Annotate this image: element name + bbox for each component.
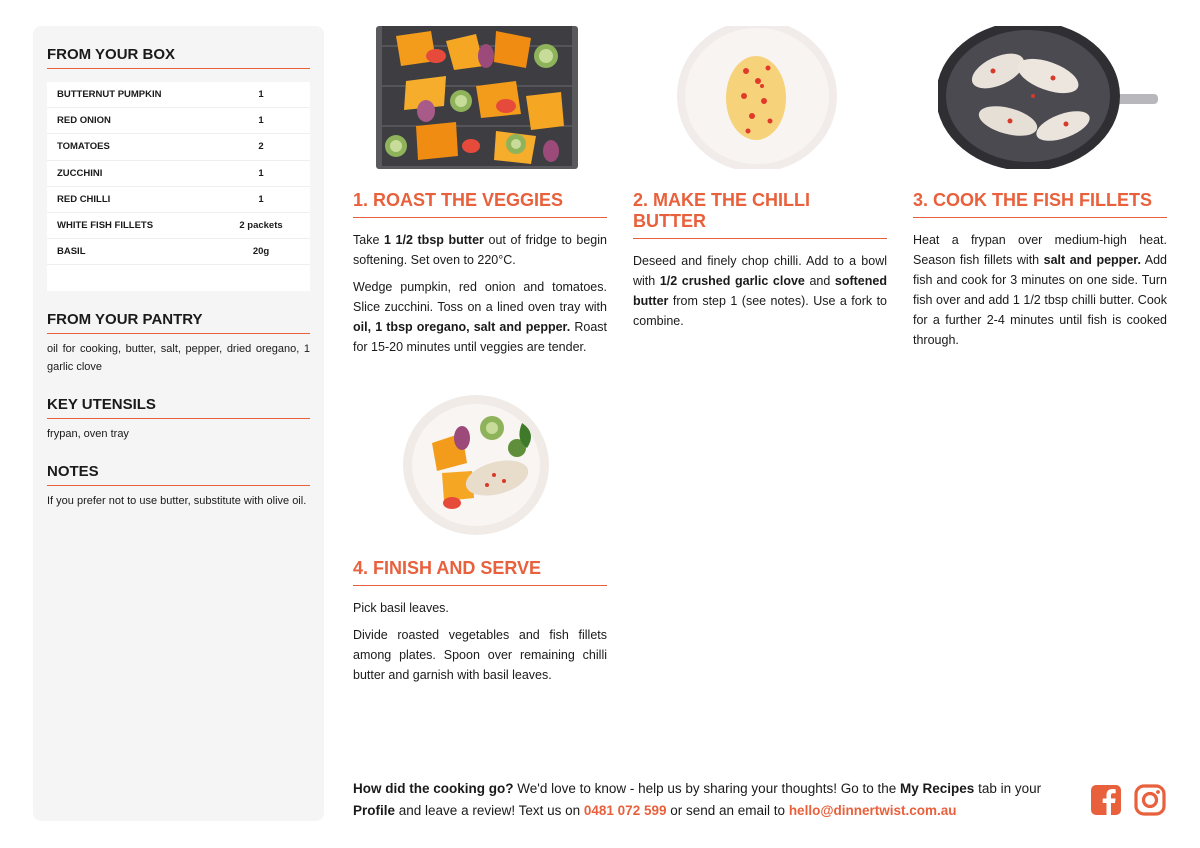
- email-link[interactable]: hello@dinnertwist.com.au: [788, 803, 957, 818]
- footer-question: How did the cooking go?: [353, 781, 514, 796]
- utensils-text: frypan, oven tray: [47, 428, 129, 441]
- key-utensils-heading: KEY UTENSILS: [47, 396, 310, 419]
- instagram-icon[interactable]: [1134, 784, 1166, 816]
- roast-veggies-photo: [376, 26, 578, 169]
- ingredient-name: RED ONION: [57, 115, 111, 127]
- notes-text: If you prefer not to use butter, substitute with olive oil.: [47, 495, 307, 508]
- bold-text: 1 1/2 tbsp butter: [384, 233, 484, 247]
- step-3-paragraph-1: [913, 230, 1167, 350]
- feedback-footer: [353, 778, 1073, 822]
- ingredient-name: BUTTERNUT PUMPKIN: [57, 89, 162, 101]
- ingredient-name: TOMATOES: [57, 141, 110, 153]
- ingredients-sidebar: [33, 26, 324, 821]
- footer-text: tab in your: [974, 781, 1042, 796]
- step-1: [353, 190, 607, 357]
- step-3-title: 3. COOK THE FISH FILLETS: [913, 190, 1167, 218]
- ingredient-row: [47, 161, 310, 187]
- step-4-paragraph-2: Divide roasted vegetables and fish fillets among plates. Spoon over remaining chilli butter and garnish with basil leaves.: [353, 628, 607, 682]
- from-your-box-heading: FROM YOUR BOX: [47, 46, 310, 69]
- text: out of fridge to begin softening. Set oven to 220°C.: [353, 233, 607, 267]
- text: from step 1 (see notes). Use a fork to combine.: [633, 294, 887, 328]
- step-1-paragraph-2: [353, 277, 607, 357]
- facebook-icon[interactable]: [1090, 784, 1122, 816]
- ingredient-qty: 2 packets: [239, 220, 283, 232]
- my-recipes-label: My Recipes: [900, 781, 975, 796]
- from-your-pantry-heading: FROM YOUR PANTRY: [47, 311, 310, 334]
- text: Add fish and cook for 3 minutes on one side. Turn fish over and add 1 1/2 tbsp chilli butter. Cook for a further 2-4 minutes until fish is cooked through.: [913, 253, 1167, 347]
- cook-fish-photo: [938, 26, 1160, 169]
- text: Deseed and finely chop chilli. Add to a bowl with: [633, 254, 887, 288]
- ingredient-qty: 1: [258, 89, 264, 101]
- text: and: [804, 274, 835, 288]
- ingredient-qty: 20g: [252, 246, 270, 258]
- ingredient-qty: 2: [258, 141, 264, 153]
- text: Wedge pumpkin, red onion and tomatoes. Slice zucchini. Toss on a lined oven tray with: [353, 280, 607, 314]
- ingredient-row: [47, 134, 310, 160]
- step-1-paragraph-1: [353, 230, 607, 270]
- step-4-paragraph-1: Pick basil leaves.: [353, 601, 449, 615]
- ingredient-row: [47, 82, 310, 108]
- ingredient-name: RED CHILLI: [57, 193, 111, 205]
- text: Roast for 15-20 minutes until veggies are tender.: [353, 320, 607, 354]
- phone-link[interactable]: 0481 072 599: [583, 803, 667, 818]
- ingredient-row: [47, 187, 310, 213]
- ingredient-name: WHITE FISH FILLETS: [57, 220, 154, 232]
- step-4: [353, 558, 607, 685]
- bold-text: salt and pepper.: [1043, 253, 1141, 267]
- notes-section: [47, 463, 310, 510]
- bold-text: softened butter: [633, 274, 887, 308]
- ingredient-row: [47, 239, 310, 265]
- ingredient-name: BASIL: [57, 246, 86, 258]
- bold-text: oil, 1 tbsp oregano, salt and pepper.: [353, 320, 571, 334]
- ingredient-row: [47, 108, 310, 134]
- footer-text: or send an email to: [666, 803, 789, 818]
- finished-dish-photo: [402, 393, 550, 536]
- profile-label: Profile: [353, 803, 396, 818]
- step-4-title: 4. FINISH AND SERVE: [353, 558, 607, 586]
- pantry-text: oil for cooking, butter, salt, pepper, dried oregano, 1 garlic clove: [47, 343, 310, 374]
- utensils-section: [47, 396, 310, 443]
- notes-heading: NOTES: [47, 463, 310, 486]
- step-1-title: 1. ROAST THE VEGGIES: [353, 190, 607, 218]
- box-ingredients-table: [47, 82, 310, 291]
- ingredient-name: ZUCCHINI: [57, 167, 103, 179]
- step-2-title: 2. MAKE THE CHILLI BUTTER: [633, 190, 887, 239]
- text: Take: [353, 233, 384, 247]
- pantry-section: [47, 311, 310, 376]
- ingredient-qty: 1: [258, 167, 264, 179]
- ingredient-qty: 1: [258, 193, 264, 205]
- step-2: [633, 190, 887, 331]
- chilli-butter-photo: [676, 26, 838, 169]
- step-2-paragraph-1: [633, 251, 887, 331]
- footer-text: We'd love to know - help us by sharing your thoughts! Go to the: [513, 781, 901, 796]
- ingredient-qty: 1: [258, 115, 264, 127]
- bold-text: 1/2 crushed garlic clove: [659, 274, 805, 288]
- footer-text: and leave a review! Text us on: [395, 803, 584, 818]
- text: Heat a frypan over medium-high heat. Season fish fillets with: [913, 233, 1167, 267]
- step-3: [913, 190, 1167, 350]
- ingredient-row-empty: [47, 265, 310, 291]
- ingredient-row: [47, 213, 310, 239]
